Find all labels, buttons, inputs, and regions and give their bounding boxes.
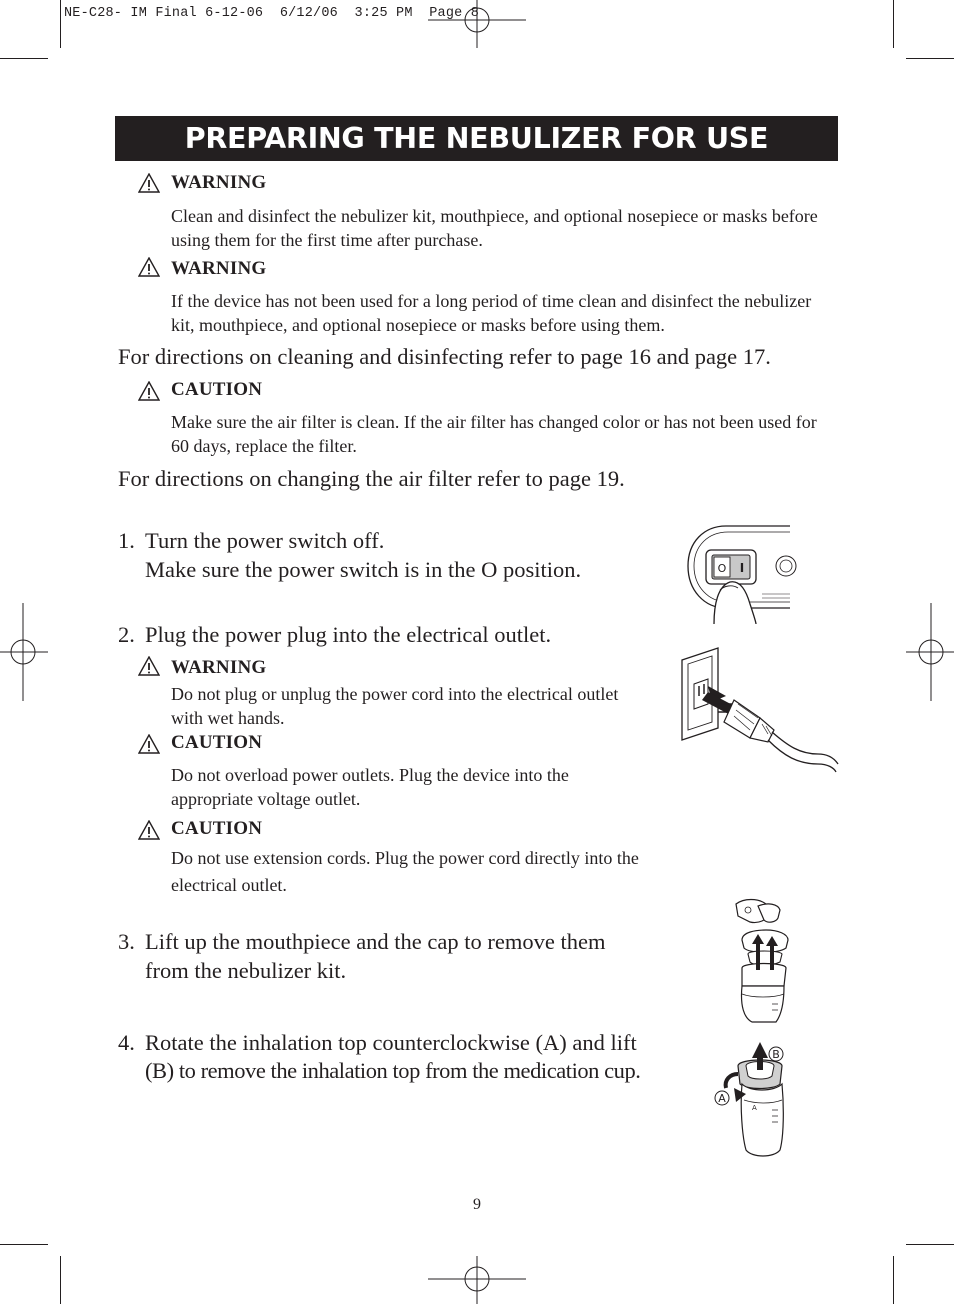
registration-mark-icon bbox=[0, 603, 50, 701]
notice-label: CAUTION bbox=[171, 818, 263, 839]
step-number: 1. bbox=[118, 528, 135, 553]
warning-triangle-icon bbox=[138, 381, 160, 401]
step-text: Make sure the power switch is in the O position. bbox=[145, 557, 582, 582]
notice-text: Do not use extension cords. Plug the power cord directly into the electrical outlet. bbox=[171, 848, 639, 895]
step-text: from the nebulizer kit. bbox=[145, 958, 347, 983]
step-number: 4. bbox=[118, 1030, 135, 1055]
step-text: Plug the power plug into the electrical outlet. bbox=[145, 622, 552, 647]
notice-text: If the device has not been used for a long period of time clean and disinfect the nebulizer kit, mouthpiece, and optional nosepiece or masks before using them. bbox=[171, 291, 812, 335]
warning-triangle-icon bbox=[138, 820, 160, 840]
step-number: 2. bbox=[118, 622, 135, 647]
label-b: B bbox=[772, 1048, 780, 1061]
page-number: 9 bbox=[473, 1196, 481, 1213]
notice-text: Make sure the air filter is clean. If the air filter has changed color or has not been used for 60 days, replace the filter. bbox=[171, 412, 817, 456]
registration-mark-icon bbox=[428, 1254, 526, 1304]
notice-label: CAUTION bbox=[171, 379, 263, 400]
notice-label: WARNING bbox=[171, 258, 267, 279]
direction-text: For directions on changing the air filter refer to page 19. bbox=[118, 466, 625, 491]
warning-triangle-icon bbox=[138, 257, 160, 277]
notice-text: Clean and disinfect the nebulizer kit, mouthpiece, and optional nosepiece or masks before using them for the first time after purchase. bbox=[171, 206, 818, 250]
warning-triangle-icon bbox=[138, 734, 160, 754]
step-number: 3. bbox=[118, 929, 135, 954]
slug-line: NE-C28- IM Final 6-12-06 6/12/06 3:25 PM Page 8 bbox=[64, 6, 480, 21]
registration-mark-icon bbox=[428, 0, 526, 50]
warning-triangle-icon bbox=[138, 656, 160, 676]
notice-label: CAUTION bbox=[171, 732, 263, 753]
power-switch-illustration bbox=[686, 524, 792, 626]
step-text: Rotate the inhalation top counterclockwise (A) and lift bbox=[145, 1030, 637, 1055]
cup-mark-label: A bbox=[752, 1104, 757, 1112]
notice-label: WARNING bbox=[171, 657, 267, 678]
notice-text: Do not plug or unplug the power cord into the electrical outlet with wet hands. bbox=[171, 684, 619, 728]
warning-triangle-icon bbox=[138, 173, 160, 193]
notice-label: WARNING bbox=[171, 172, 267, 193]
step-text: (B) to remove the inhalation top from the medication cup. bbox=[145, 1058, 641, 1083]
page-title: PREPARING THE NEBULIZER FOR USE bbox=[115, 116, 838, 161]
switch-on-label: I bbox=[739, 561, 745, 575]
step-text: Lift up the mouthpiece and the cap to remove them bbox=[145, 929, 606, 954]
switch-off-label: O bbox=[717, 562, 727, 575]
direction-text: For directions on cleaning and disinfecting refer to page 16 and page 17. bbox=[118, 344, 771, 369]
plug-outlet-illustration bbox=[678, 646, 840, 774]
registration-mark-icon bbox=[904, 603, 954, 701]
label-a: A bbox=[718, 1092, 726, 1105]
step-text: Turn the power switch off. bbox=[145, 528, 385, 553]
inhalation-top-illustration bbox=[712, 1036, 800, 1160]
nebulizer-cap-illustration bbox=[728, 896, 794, 1026]
notice-text: Do not overload power outlets. Plug the device into the appropriate voltage outlet. bbox=[171, 765, 569, 809]
